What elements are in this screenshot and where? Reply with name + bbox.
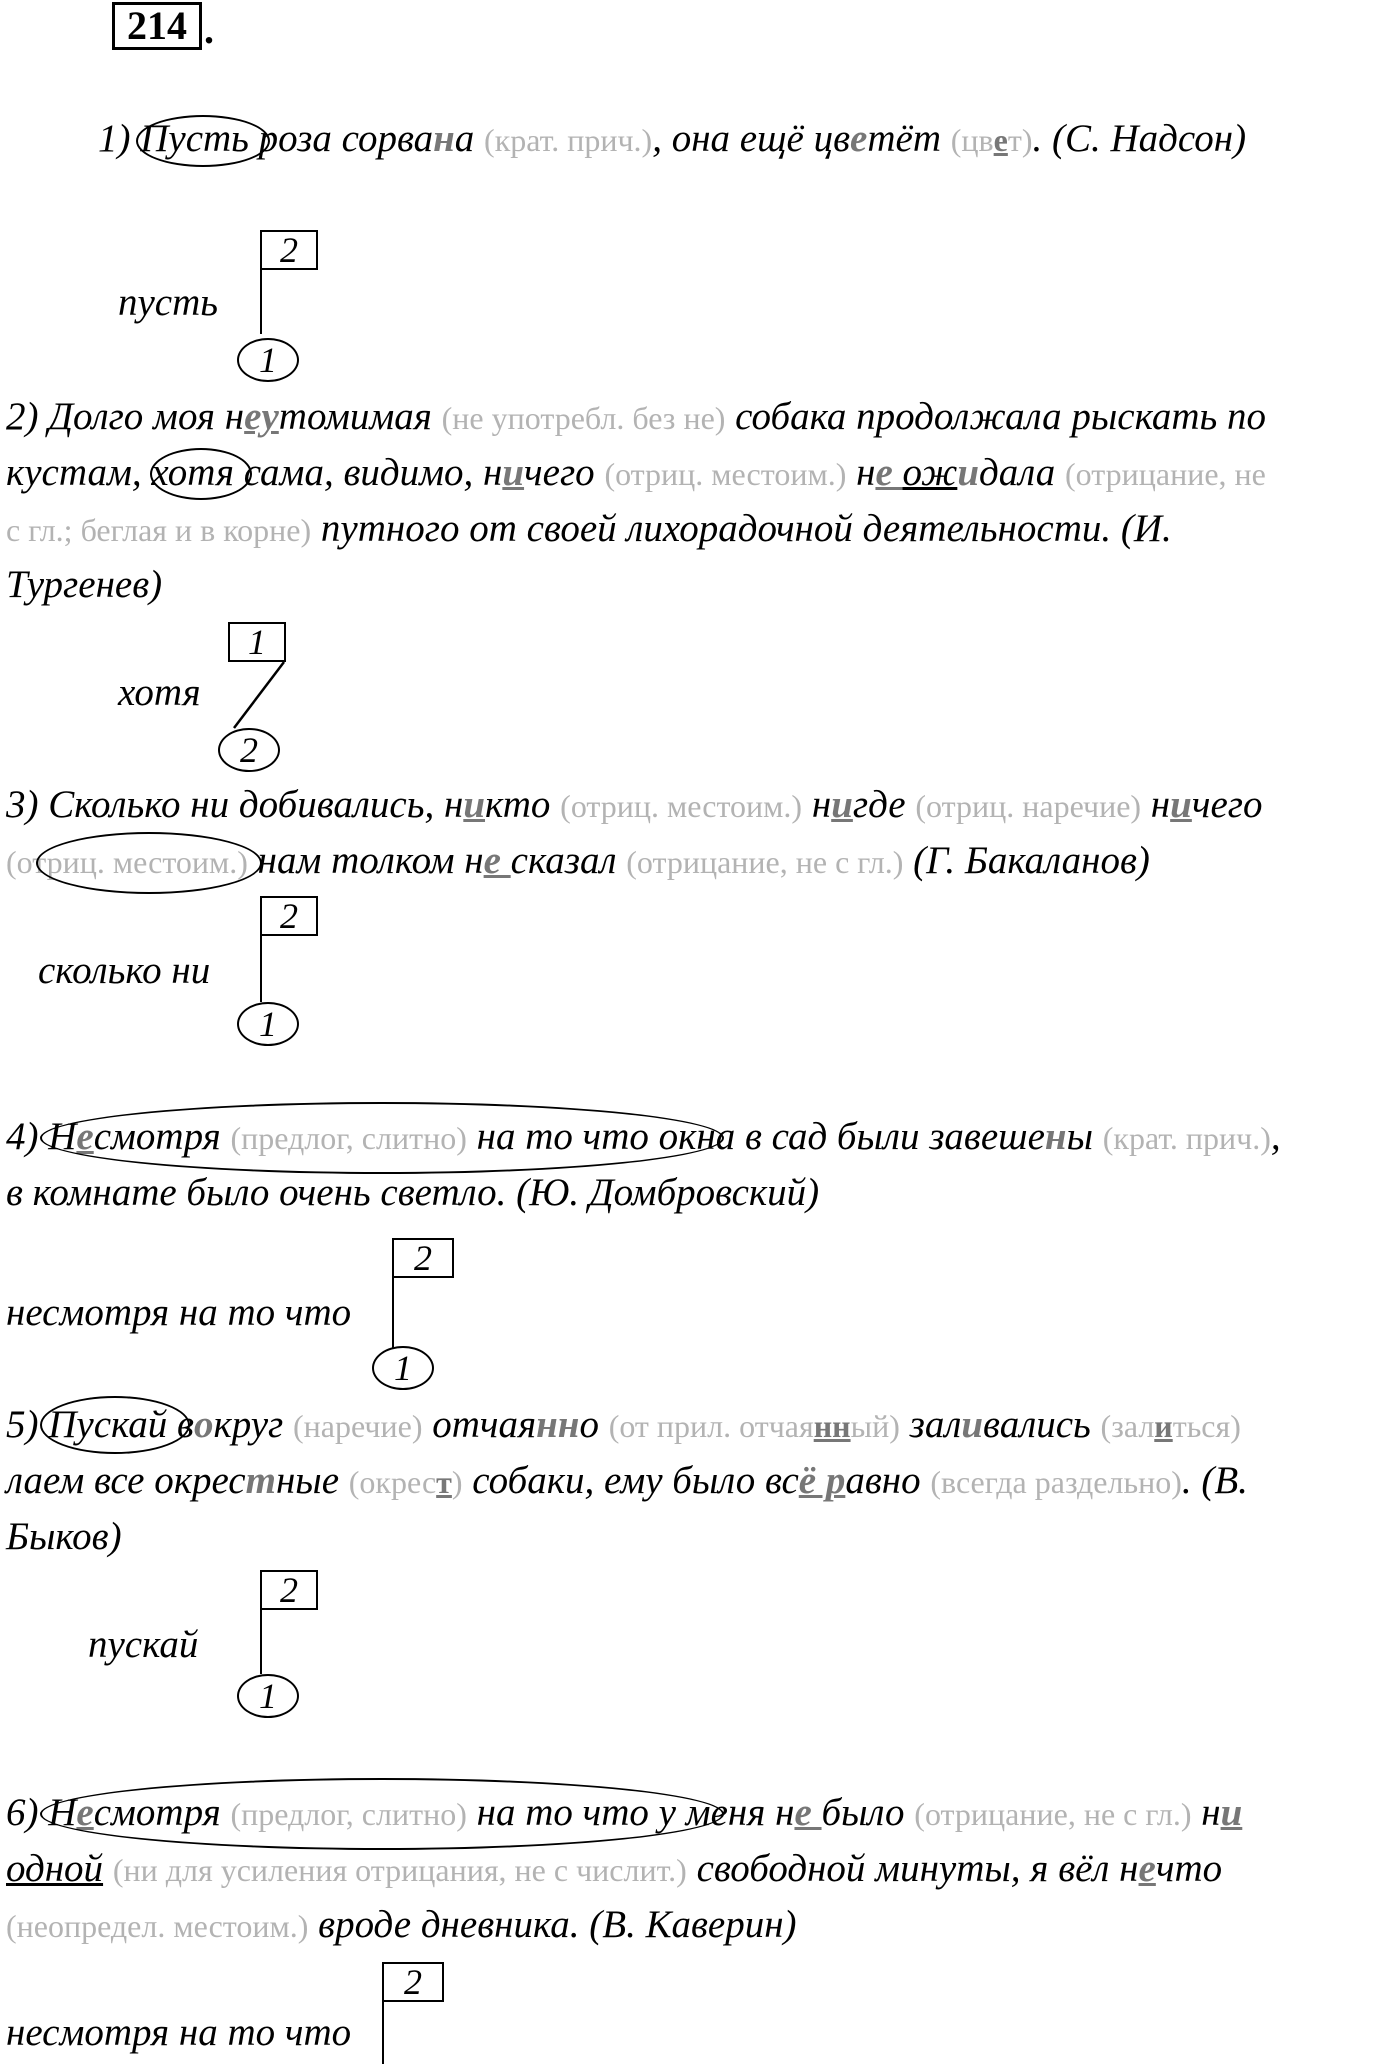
text-segment: (окрес — [348, 1464, 437, 1500]
text-segment: н — [846, 451, 876, 494]
item-3-scheme-box: 2 — [260, 896, 318, 936]
text-segment: т — [436, 1464, 452, 1500]
text-segment: в комнате было очень светло. (Ю. Домбровский) — [6, 1171, 820, 1214]
item-5-scheme-word: пускай — [88, 1623, 199, 1666]
item-1-line-1 — [98, 112, 1400, 167]
text-segment: 4) Н — [6, 1115, 77, 1158]
text-segment: ) — [451, 1464, 463, 1500]
item-6-line-3 — [6, 1898, 1396, 1953]
text-segment: е — [483, 839, 511, 882]
text-segment: е — [993, 122, 1008, 158]
text-segment: . (С. Надсон) — [1032, 117, 1247, 160]
text-segment: е — [1138, 1847, 1156, 1890]
text-segment: и — [1154, 1408, 1173, 1444]
text-segment: е — [76, 1791, 94, 1834]
text-segment: ож — [902, 451, 958, 494]
text-segment: н — [1141, 783, 1171, 826]
text-segment: и — [961, 1403, 984, 1446]
text-segment: на то что окна в сад были завеше — [466, 1115, 1045, 1158]
item-2-line-1 — [6, 390, 1396, 445]
text-segment: 3) Сколько ни добивались, н — [6, 783, 464, 826]
text-segment: (наречие) — [293, 1408, 423, 1444]
text-segment: еу — [244, 395, 279, 438]
text-segment: (крат. прич.) — [1102, 1120, 1271, 1156]
text-segment: и — [831, 783, 853, 826]
item-5-line-1 — [6, 1398, 1396, 1453]
item-5-scheme-circle: 1 — [237, 1674, 299, 1718]
text-segment: (цв — [950, 122, 994, 158]
exercise-number: 214 — [112, 2, 202, 50]
text-segment: (предлог, слитно) — [230, 1120, 467, 1156]
text-segment: н — [802, 783, 832, 826]
item-1-scheme-line — [260, 268, 262, 334]
text-segment: ные — [275, 1459, 349, 1502]
text-segment: (зал — [1100, 1408, 1155, 1444]
text-segment: (Г. Бакаланов) — [903, 839, 1150, 882]
text-segment: на то что у меня н — [466, 1791, 795, 1834]
text-segment: н — [1044, 1115, 1067, 1158]
text-segment: зал — [899, 1403, 962, 1446]
text-segment: (отриц. местоим.) — [6, 844, 248, 880]
text-segment: ый) — [850, 1408, 900, 1444]
text-segment: кто — [485, 783, 561, 826]
item-5-line-2 — [6, 1454, 1396, 1509]
item-3-scheme-line — [260, 934, 262, 1002]
text-segment: собака продолжала рыскать по — [725, 395, 1267, 438]
item-5-conjunction-oval — [40, 1396, 190, 1454]
text-segment: (всегда раздельно) — [930, 1464, 1182, 1500]
text-segment: (неопредел. местоим.) — [6, 1908, 309, 1944]
text-segment: (от прил. отчая — [608, 1408, 814, 1444]
text-segment: было — [821, 1791, 915, 1834]
item-2-scheme-word: хотя — [118, 671, 201, 714]
text-segment: дала — [979, 451, 1065, 494]
item-5-scheme-box: 2 — [260, 1570, 318, 1610]
text-segment: (отриц. местоим.) — [560, 788, 803, 824]
item-6-conjunction-oval — [40, 1778, 724, 1850]
item-3-scheme-word: сколько ни — [38, 949, 211, 992]
text-segment — [103, 1847, 113, 1890]
text-segment: (ни для усиления отрицания, не с числит.) — [112, 1852, 687, 1888]
text-segment: (крат. прич.) — [484, 122, 653, 158]
text-segment: е — [794, 1791, 822, 1834]
text-segment: 6) Н — [6, 1791, 77, 1834]
text-segment: и — [502, 451, 525, 494]
item-2-scheme-box: 1 — [228, 622, 286, 662]
text-segment: авно — [845, 1459, 931, 1502]
text-segment: и — [1170, 783, 1192, 826]
text-segment: тёт — [867, 117, 951, 160]
text-segment: о — [193, 1403, 214, 1446]
text-segment: что — [1155, 1847, 1223, 1890]
text-segment: а — [454, 117, 485, 160]
text-segment: кустам, хотя сама, видимо, н — [6, 451, 503, 494]
item-4-scheme-circle: 1 — [372, 1346, 434, 1390]
text-segment: вроде дневника. (В. Каверин) — [308, 1903, 797, 1946]
text-segment: е — [76, 1115, 94, 1158]
item-6-scheme-box: 2 — [382, 1962, 444, 2002]
item-6-scheme-word: несмотря на то что — [6, 2011, 352, 2054]
text-segment: с гл.; беглая и в корне) — [6, 512, 312, 548]
text-segment: (отрицание, не — [1065, 456, 1266, 492]
text-segment: Тургенев) — [6, 563, 163, 606]
text-segment: отчая — [422, 1403, 537, 1446]
text-segment: (не употребл. без не) — [441, 400, 726, 436]
text-segment: . (В. — [1181, 1459, 1248, 1502]
text-segment: Быков) — [6, 1515, 122, 1558]
item-4-line-2 — [6, 1166, 1396, 1220]
text-segment: и — [957, 451, 980, 494]
text-segment: лаем все окрес — [6, 1459, 246, 1502]
item-5-scheme-line — [260, 1608, 262, 1674]
text-segment: нн — [813, 1408, 851, 1444]
text-segment: 2) Долго моя н — [6, 395, 245, 438]
item-1-scheme-word: пусть — [118, 281, 219, 324]
item-3-conjunction-oval — [36, 832, 262, 894]
text-segment: 5) Пускай в — [6, 1403, 194, 1446]
text-segment: ться) — [1172, 1408, 1241, 1444]
item-2-line-4 — [6, 558, 1396, 612]
text-segment: нн — [536, 1403, 580, 1446]
text-segment: путного от своей лихорадочной деятельности. (И. — [311, 507, 1172, 550]
text-segment: (отрицание, не с гл.) — [626, 844, 904, 880]
text-segment: е — [850, 117, 868, 160]
text-segment: смотря — [93, 1115, 231, 1158]
item-3-line-1 — [6, 778, 1396, 833]
text-segment: смотря — [93, 1791, 231, 1834]
text-segment: круг — [213, 1403, 293, 1446]
text-segment: нам толком н — [247, 839, 484, 882]
text-segment: вались — [983, 1403, 1101, 1446]
text-segment: (отрицание, не с гл.) — [914, 1796, 1192, 1832]
text-segment: (отриц. местоим.) — [604, 456, 847, 492]
text-segment: н — [1191, 1791, 1221, 1834]
text-segment: т) — [1007, 122, 1033, 158]
item-1-scheme-box: 2 — [260, 230, 318, 270]
text-segment: томимая — [278, 395, 442, 438]
item-2-line-3 — [6, 502, 1396, 557]
text-segment: где — [852, 783, 916, 826]
item-4-conjunction-oval — [40, 1102, 724, 1174]
item-6-line-2 — [6, 1842, 1396, 1897]
item-4-scheme-box: 2 — [392, 1238, 454, 1278]
text-segment: собаки, ему было вс — [462, 1459, 799, 1502]
item-4-scheme-line — [392, 1276, 394, 1348]
text-segment: свободной минуты, я вёл н — [686, 1847, 1139, 1890]
text-segment: одной — [6, 1847, 104, 1890]
item-2-scheme-line — [220, 660, 290, 730]
item-2-scheme-circle: 2 — [218, 728, 280, 772]
text-segment: и — [1220, 1791, 1243, 1834]
item-2-conjunction-oval — [150, 448, 252, 500]
text-segment: ы — [1066, 1115, 1103, 1158]
text-segment: ё р — [798, 1459, 846, 1502]
item-1-scheme-circle: 1 — [237, 338, 299, 382]
text-segment: т — [245, 1459, 276, 1502]
text-segment: сказал — [510, 839, 627, 882]
text-segment: чего — [1191, 783, 1263, 826]
item-6-scheme-line — [382, 2000, 384, 2064]
text-segment: о — [579, 1403, 609, 1446]
text-segment: (отриц. наречие) — [915, 788, 1142, 824]
item-5-line-3 — [6, 1510, 1396, 1564]
item-1-conjunction-oval — [136, 115, 270, 167]
item-3-scheme-circle: 1 — [237, 1002, 299, 1046]
item-4-scheme-word: несмотря на то что — [6, 1291, 352, 1334]
text-segment: (предлог, слитно) — [230, 1796, 467, 1832]
text-segment: н — [433, 117, 455, 160]
text-segment: чего — [524, 451, 605, 494]
text-segment: е — [875, 451, 903, 494]
text-segment: 1) Пусть роза сорва — [98, 117, 434, 160]
text-segment: , она ещё цв — [652, 117, 851, 160]
exercise-number-dot: . — [204, 7, 214, 52]
text-segment: , — [1270, 1115, 1281, 1158]
text-segment: и — [463, 783, 486, 826]
